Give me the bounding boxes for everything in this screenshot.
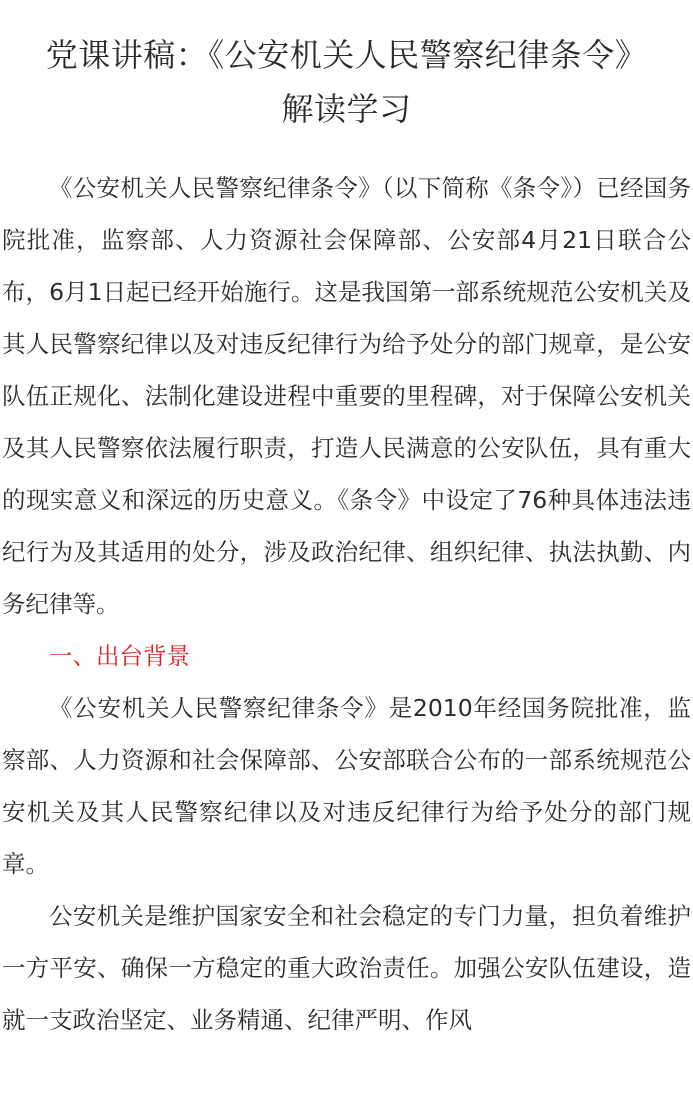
document-title xyxy=(0,0,693,136)
section-heading-background: 一、出台背景 xyxy=(49,642,190,670)
document-title-line-2: 解读学习 xyxy=(281,90,412,128)
document-body xyxy=(0,162,693,1046)
paragraph-background: 《公安机关人民警察纪律条令》是2010年经国务院批准，监察部、人力资源和社会保障部、公安部联合公布的一部系统规范公安机关及其人民警察纪律以及对违反纪律行为给予处分的部门规章。 xyxy=(2,694,691,878)
document-title-line-1: 党课讲稿：《公安机关人民警察纪律条令》 xyxy=(45,36,648,74)
paragraph-intro: 《公安机关人民警察纪律条令》（以下简称《条令》）已经国务院批准，监察部、人力资源社会保障部、公安部4月21日联合公布，6月1日起已经开始施行。这是我国第一部系统规范公安机关及其人民警察纪律以及对违反纪律行为给予处分的部门规章，是公安队伍正规化、法制化建设进程中重要的里程碑，对于保障公安机关及其人民警察依法履行职责，打造人民满意的公安队伍，具有重大的现实意义和深远的历史意义。《条令》中设定了76种具体违法违纪行为及其适用的处分，涉及政治纪律、组织纪律、执法执勤、内务纪律等。 xyxy=(2,174,691,618)
paragraph-mission: 公安机关是维护国家安全和社会稳定的专门力量，担负着维护一方平安、确保一方稳定的重大政治责任。加强公安队伍建设，造就一支政治坚定、业务精通、纪律严明、作风 xyxy=(2,902,691,1034)
